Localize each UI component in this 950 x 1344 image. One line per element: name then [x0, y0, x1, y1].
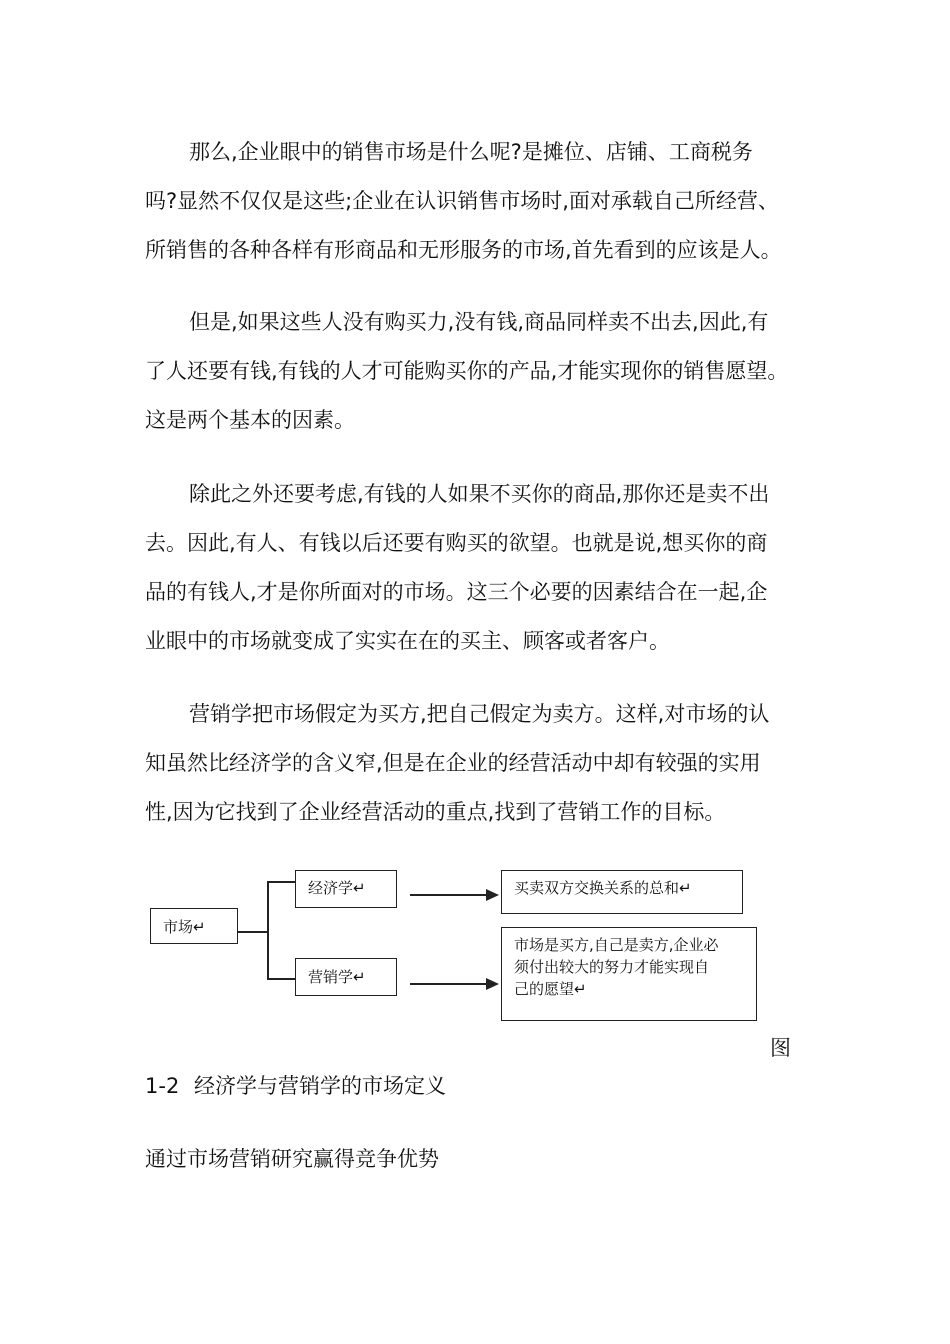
- connector-line: [267, 978, 296, 980]
- diagram-box-market: [150, 908, 238, 944]
- paragraph-line: 吗?显然不仅仅是这些;企业在认识销售市场时,面对承载自己所经营、: [145, 189, 779, 213]
- arrow-line: [410, 983, 487, 985]
- paragraph-line: 业眼中的市场就变成了实实在在的买主、顾客或者客户。: [145, 629, 670, 653]
- paragraph-line: 那么,企业眼中的销售市场是什么呢?是摊位、店铺、工商税务: [189, 140, 753, 164]
- diagram-box-marketing-definition: [501, 927, 757, 1021]
- paragraph-line: 所销售的各种各样有形商品和无形服务的市场,首先看到的应该是人。: [145, 238, 782, 262]
- paragraph-line: 去。因此,有人、有钱以后还要有购买的欲望。也就是说,想买你的商: [145, 531, 768, 555]
- section-heading: 通过市场营销研究赢得竞争优势: [145, 1147, 439, 1171]
- diagram-box-marketing: [295, 958, 397, 996]
- arrow-line: [410, 894, 487, 896]
- paragraph-2: [145, 298, 815, 445]
- diagram-label-marketing: 营销学↵: [308, 968, 366, 986]
- paragraph-line: 这是两个基本的因素。: [145, 408, 355, 432]
- diagram-label-marketing-definition-line: 己的愿望↵: [514, 980, 587, 998]
- paragraph-1: [145, 128, 815, 275]
- connector-line: [238, 931, 268, 933]
- paragraph-4: [145, 690, 815, 837]
- paragraph-line: 营销学把市场假定为买方,把自己假定为卖方。这样,对市场的认: [189, 702, 770, 726]
- paragraph-line: 性,因为它找到了企业经营活动的重点,找到了营销工作的目标。: [145, 800, 726, 824]
- diagram-label-market: 市场↵: [163, 918, 206, 936]
- diagram-box-economics: [295, 870, 397, 908]
- connector-line: [267, 881, 269, 979]
- diagram-label-marketing-definition-line: 须付出较大的努力才能实现自: [514, 958, 710, 976]
- figure-title: 经济学与营销学的市场定义: [194, 1074, 446, 1098]
- figure-number: 1-2: [145, 1074, 180, 1098]
- figure-caption-prefix: 图: [770, 1036, 791, 1060]
- paragraph-line: 了人还要有钱,有钱的人才可能购买你的产品,才能实现你的销售愿望。: [145, 359, 789, 383]
- paragraph-line: 品的有钱人,才是你所面对的市场。这三个必要的因素结合在一起,企: [145, 580, 768, 604]
- diagram-label-marketing-definition-line: 市场是买方,自己是卖方,企业必: [514, 936, 719, 954]
- diagram-box-economics-definition: [501, 870, 743, 914]
- paragraph-line: 但是,如果这些人没有购买力,没有钱,商品同样卖不出去,因此,有: [189, 310, 769, 334]
- figure-caption: [145, 1072, 446, 1100]
- paragraph-line: 知虽然比经济学的含义窄,但是在企业的经营活动中却有较强的实用: [145, 751, 761, 775]
- diagram-label-economics-definition: 买卖双方交换关系的总和↵: [514, 879, 692, 897]
- connector-line: [267, 881, 296, 883]
- paragraph-line: 除此之外还要考虑,有钱的人如果不买你的商品,那你还是卖不出: [189, 482, 770, 506]
- arrow-head-icon: [486, 889, 499, 901]
- arrow-head-icon: [486, 978, 499, 990]
- diagram-label-economics: 经济学↵: [308, 879, 366, 897]
- paragraph-3: [145, 470, 815, 666]
